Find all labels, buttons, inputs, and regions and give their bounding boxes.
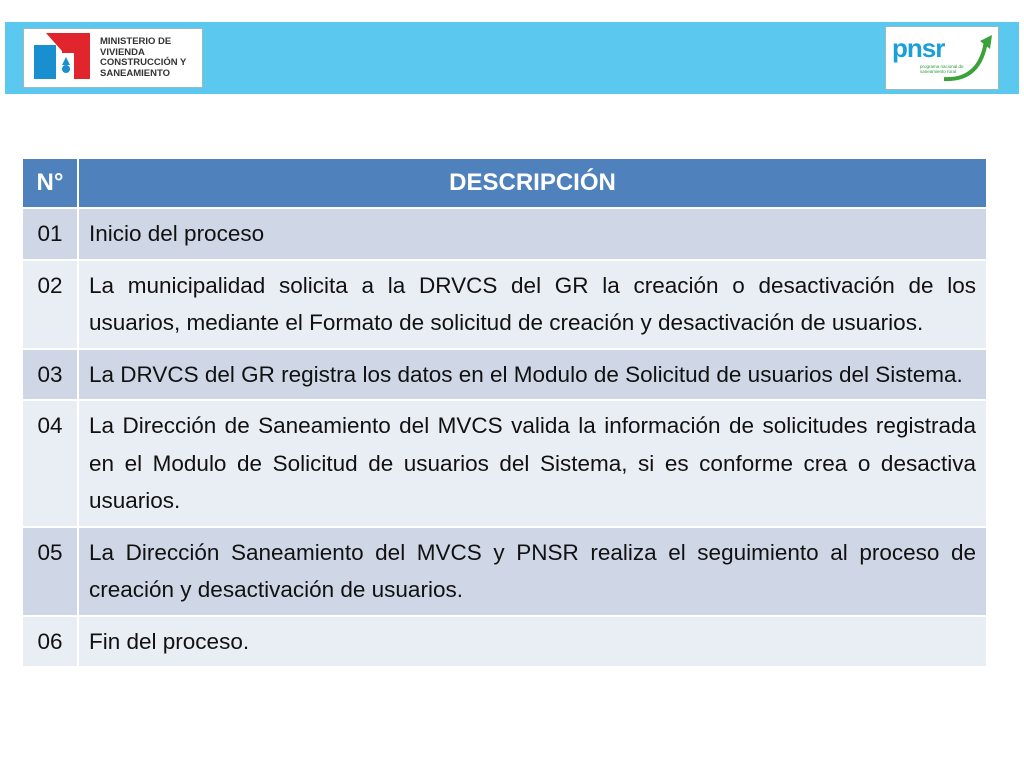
- row-description: La Dirección de Saneamiento del MVCS valida la información de solicitudes registrada en el Modulo de Solicitud de usuarios del Sistema, si es conforme crea o desactiva usuarios.: [78, 400, 987, 527]
- pnsr-wordmark: pnsr: [892, 33, 945, 63]
- ministry-logo: [23, 28, 203, 88]
- row-number: 04: [22, 400, 78, 527]
- row-number: 03: [22, 349, 78, 401]
- process-table: [21, 157, 988, 668]
- row-description: La municipalidad solicita a la DRVCS del GR la creación o desactivación de los usuarios, mediante el Formato de solicitud de creación y desactivación de usuarios.: [78, 260, 987, 349]
- row-description: La DRVCS del GR registra los datos en el Modulo de Solicitud de usuarios del Sistema.: [78, 349, 987, 401]
- ministry-name: MINISTERIO DE VIVIENDA CONSTRUCCIÓN Y SANEAMIENTO: [100, 36, 187, 79]
- row-number: 06: [22, 616, 78, 668]
- row-description: Inicio del proceso: [78, 208, 987, 260]
- pnsr-subtitle: programa nacional de saneamiento rural: [920, 64, 964, 74]
- table-row: [22, 400, 987, 527]
- table-row: [22, 208, 987, 260]
- row-number: 05: [22, 527, 78, 616]
- table-row: [22, 616, 987, 668]
- row-description: Fin del proceso.: [78, 616, 987, 668]
- table-row: [22, 527, 987, 616]
- row-description: La Dirección Saneamiento del MVCS y PNSR realiza el seguimiento al proceso de creación y desactivación de usuarios.: [78, 527, 987, 616]
- row-number: 02: [22, 260, 78, 349]
- table-row: [22, 349, 987, 401]
- column-header-number: N°: [22, 158, 78, 208]
- header-banner: [5, 22, 1019, 94]
- column-header-description: DESCRIPCIÓN: [78, 158, 987, 208]
- house-logo-icon: [32, 31, 96, 85]
- arrow-swoosh-icon: [936, 29, 996, 85]
- table-header-row: [22, 158, 987, 208]
- table-row: [22, 260, 987, 349]
- row-number: 01: [22, 208, 78, 260]
- pnsr-logo: [885, 26, 999, 90]
